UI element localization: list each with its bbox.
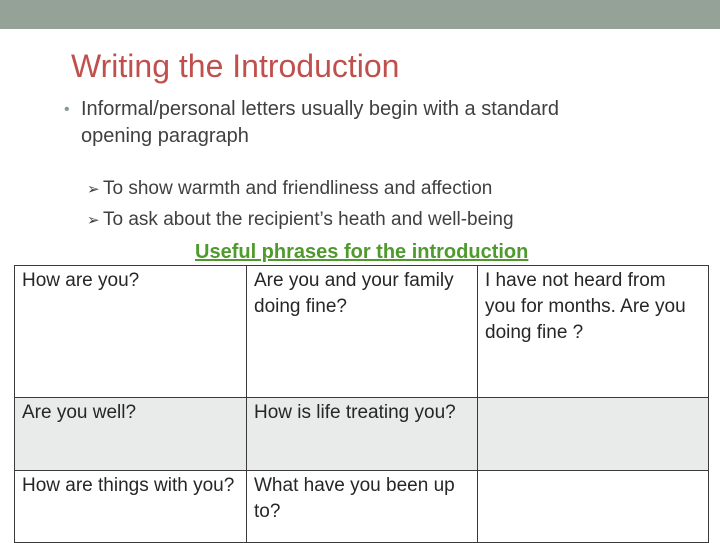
sub-bullet-text: To ask about the recipient’s heath and well-being bbox=[103, 209, 514, 230]
table-cell: How are things with you? bbox=[15, 471, 247, 543]
table-cell: Are you well? bbox=[15, 398, 247, 471]
phrases-table bbox=[14, 265, 709, 543]
top-decor-band bbox=[0, 0, 720, 29]
table-cell: What have you been up to? bbox=[247, 471, 478, 543]
main-bullet-text: Informal/personal letters usually begin with a standard opening paragraph bbox=[81, 98, 560, 147]
arrow-bullet-icon: ➢ bbox=[87, 181, 100, 198]
sub-bullet bbox=[87, 178, 492, 200]
sub-bullet-text: To show warmth and friendliness and affection bbox=[103, 178, 493, 199]
table-row bbox=[15, 398, 709, 471]
table-cell: How is life treating you? bbox=[247, 398, 478, 471]
main-bullet bbox=[64, 96, 624, 150]
slide-title: Writing the Introduction bbox=[71, 48, 400, 84]
table-row bbox=[15, 266, 709, 398]
bullet-dot-icon: • bbox=[64, 101, 70, 118]
table-cell bbox=[478, 398, 709, 471]
table-cell: Are you and your family doing fine? bbox=[247, 266, 478, 398]
table-caption: Useful phrases for the introduction bbox=[195, 241, 529, 263]
table-cell: I have not heard from you for months. Are you doing fine ? bbox=[478, 266, 709, 398]
table-cell bbox=[478, 471, 709, 543]
table-row bbox=[15, 471, 709, 543]
table-cell: How are you? bbox=[15, 266, 247, 398]
arrow-bullet-icon: ➢ bbox=[87, 212, 100, 229]
sub-bullet bbox=[87, 209, 514, 231]
